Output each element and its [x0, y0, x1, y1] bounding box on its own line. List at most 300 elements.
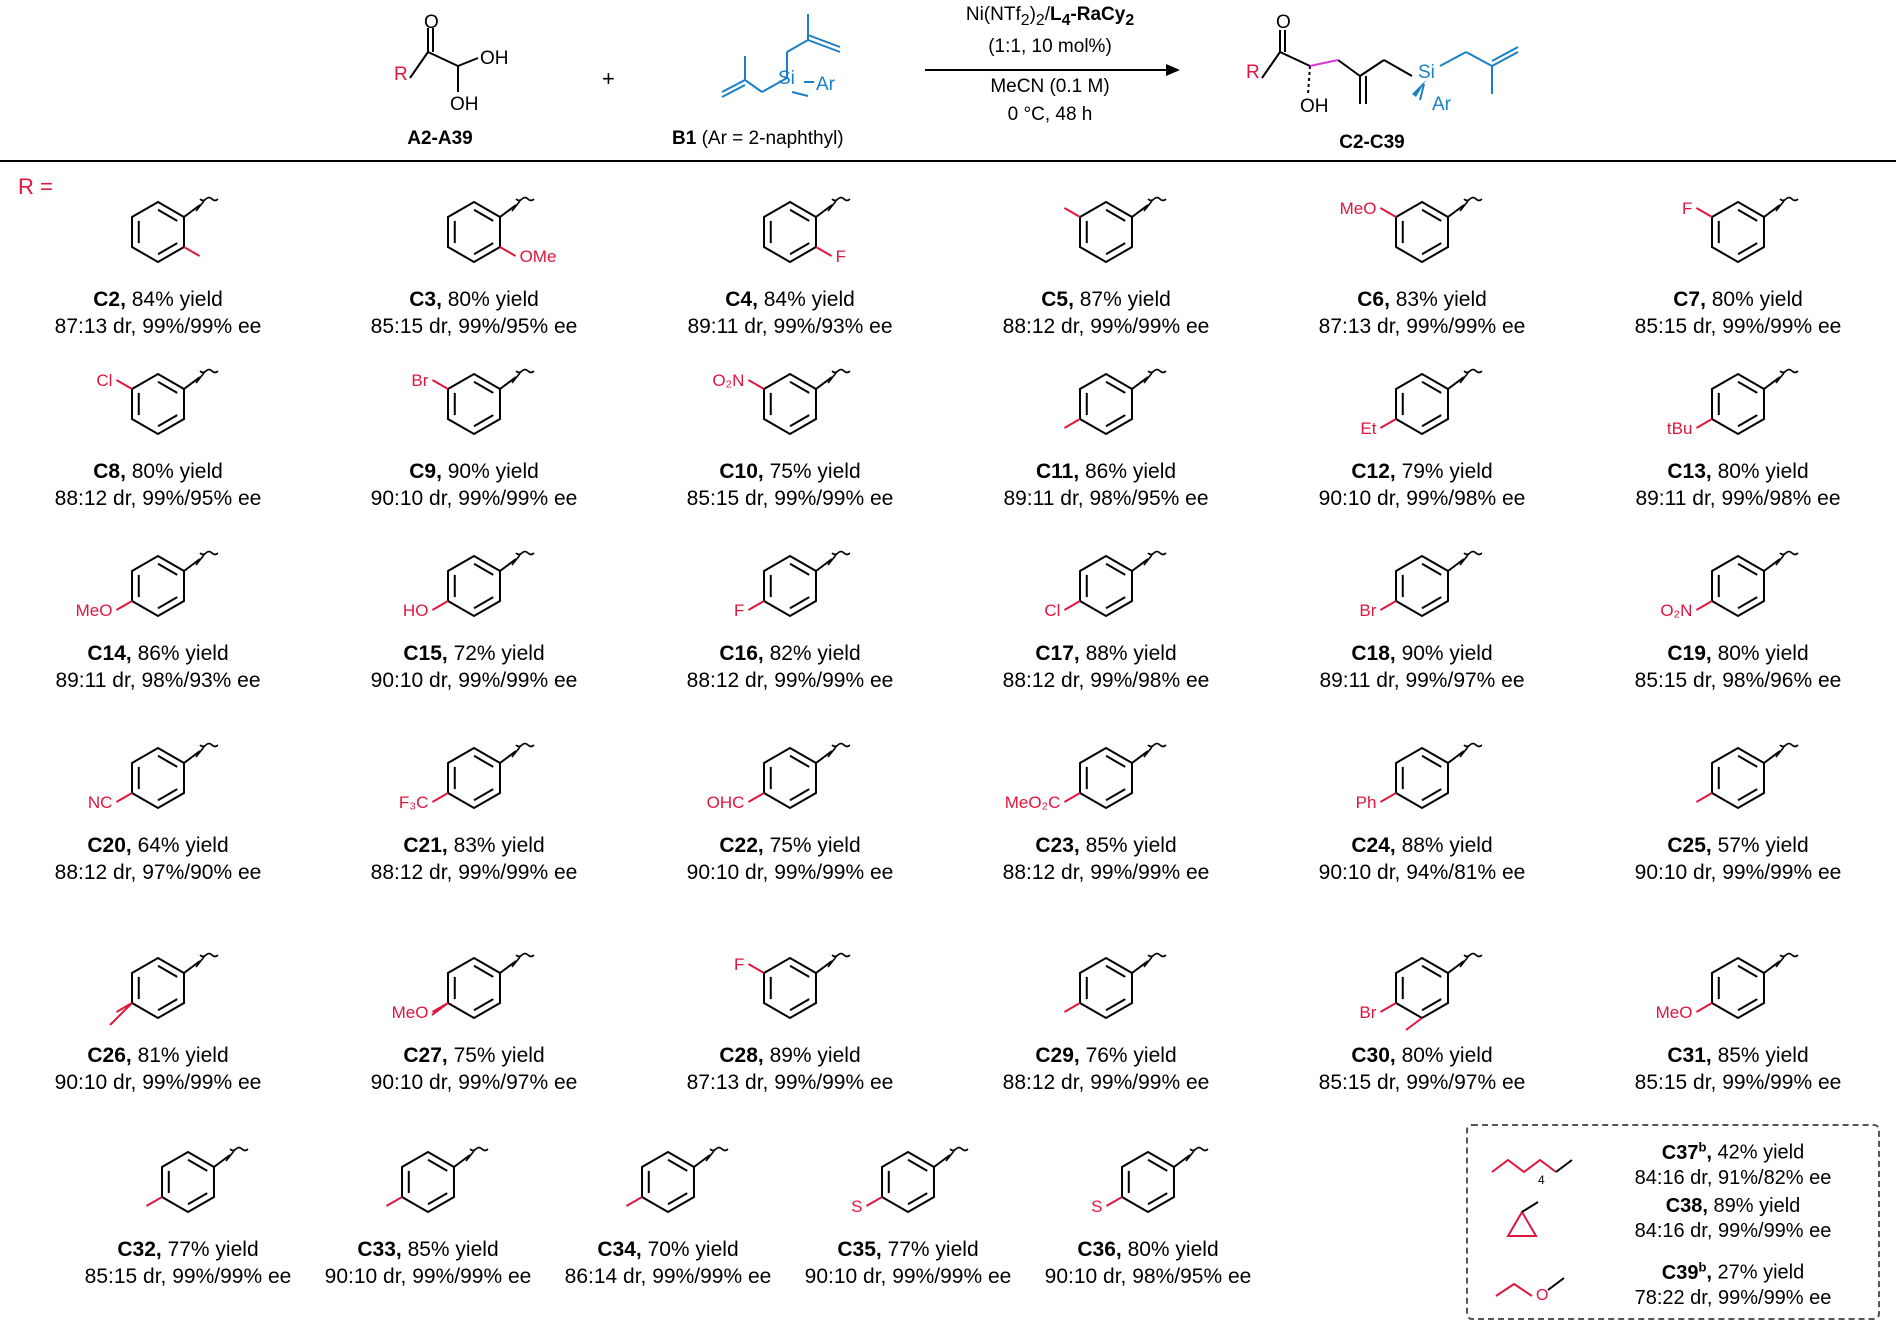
entry-id: C15: [403, 642, 442, 665]
substrate-structure: [1332, 720, 1512, 832]
substrate-entry-c17: [948, 528, 1264, 694]
entry-id: C18: [1351, 642, 1390, 665]
substrate-structure: [1648, 720, 1828, 832]
substrate-structure: [700, 930, 880, 1042]
reactant2-note: (Ar = 2-naphthyl): [701, 128, 844, 149]
entry-yield: 82% yield: [763, 642, 861, 665]
entry-dr-ee: 90:10 dr, 99%/99% ee: [686, 861, 894, 884]
substrate-entry-c12: [1264, 346, 1580, 512]
entry-id-comma: ,: [1073, 1044, 1080, 1067]
product-r-label: R: [1246, 62, 1260, 83]
entry-id-comma: ,: [1705, 834, 1712, 857]
svg-text:S: S: [851, 1197, 863, 1216]
substrate-structure: [384, 720, 564, 832]
entry-id: C3: [409, 288, 437, 311]
entry-id-comma: ,: [875, 1238, 882, 1261]
substrate-entry-c27: [316, 930, 632, 1096]
entry-id-comma: ,: [120, 460, 126, 483]
plus-sign: +: [602, 66, 615, 91]
entry-caption: [316, 832, 632, 886]
entry-id: C16: [719, 642, 758, 665]
entry-yield-line: [632, 640, 948, 667]
entry-id: C2: [93, 288, 121, 311]
entry-yield: 88% yield: [1079, 642, 1177, 665]
entry-yield-line: [1264, 1042, 1580, 1069]
entry-id: C4: [725, 288, 753, 311]
entry-id: C7: [1673, 288, 1701, 311]
substrate-entry-c9: [316, 346, 632, 512]
substrate-structure: [700, 174, 880, 286]
substrate-entry-c22: [632, 720, 948, 886]
entry-id-comma: ,: [1702, 1195, 1708, 1217]
substrate-entry-c4: [632, 174, 948, 340]
entry-caption: [0, 1042, 316, 1096]
entry-yield: 80% yield: [1711, 460, 1809, 483]
entry-yield: 75% yield: [447, 1044, 545, 1067]
substrate-entry-c25: [1580, 720, 1896, 886]
substrate-entry-c7: [1580, 174, 1896, 340]
substrate-structure: [1332, 346, 1512, 458]
svg-text:HO: HO: [402, 601, 429, 620]
entry-yield-line: [948, 286, 1264, 313]
entry-id: C26: [87, 1044, 126, 1067]
svg-text:F: F: [835, 247, 846, 266]
substrate-structure: [384, 174, 564, 286]
svg-text:Br: Br: [1359, 1003, 1377, 1022]
substrate-entry-c36: [990, 1124, 1306, 1290]
entry-yield-line: [316, 640, 632, 667]
entry-caption: [1580, 832, 1896, 886]
entry-yield: 81% yield: [131, 1044, 229, 1067]
entry-yield-line: [1598, 1194, 1868, 1219]
reactant1-r-label: R: [394, 64, 408, 85]
entry-yield-line: [948, 832, 1264, 859]
entry-id-comma: ,: [120, 288, 126, 311]
entry-id: C10: [719, 460, 758, 483]
entry-yield: 85% yield: [1079, 834, 1177, 857]
reactant2-id: B1: [672, 128, 697, 149]
substrate-structure: [1332, 528, 1512, 640]
svg-text:Br: Br: [1359, 601, 1377, 620]
entry-id-comma: ,: [125, 834, 132, 857]
entry-dr-ee: 90:10 dr, 94%/81% ee: [1318, 861, 1526, 884]
entry-yield-line: [0, 458, 316, 485]
entry-dr-ee: 90:10 dr, 99%/98% ee: [1318, 487, 1526, 510]
entry-yield: 84% yield: [125, 288, 223, 311]
entry-caption: [632, 832, 948, 886]
entry-id-comma: ,: [441, 642, 448, 665]
svg-text:Br: Br: [411, 371, 429, 390]
entry-caption: [1264, 832, 1580, 886]
substrate-structure: [68, 720, 248, 832]
entry-yield-line: [1598, 1254, 1868, 1286]
entry-id: C20: [87, 834, 126, 857]
substrate-entry-c14: [0, 528, 316, 694]
substrate-entry-c8: [0, 346, 316, 512]
entry-id-comma: ,: [1073, 642, 1080, 665]
entry-dr-ee: 88:12 dr, 99%/99% ee: [1002, 315, 1210, 338]
substrate-structure: [1016, 346, 1196, 458]
entry-yield: 89% yield: [1707, 1195, 1801, 1217]
entry-footnote: b: [1698, 1139, 1707, 1154]
substrate-structure: [1016, 930, 1196, 1042]
entry-id: C17: [1035, 642, 1074, 665]
entry-caption: [948, 640, 1264, 694]
product-o-label: O: [1276, 12, 1291, 33]
entry-yield-line: [1264, 286, 1580, 313]
entry-id: C38: [1665, 1195, 1703, 1217]
entry-caption: [1580, 458, 1896, 512]
entry-id-comma: ,: [441, 1044, 448, 1067]
svg-text:Et: Et: [1360, 419, 1377, 438]
entry-id: C34: [597, 1238, 636, 1261]
entry-id: C31: [1667, 1044, 1706, 1067]
entry-dr-ee: 89:11 dr, 99%/93% ee: [687, 315, 893, 338]
substrate-structure: [1648, 346, 1828, 458]
svg-text:O₂N: O₂N: [712, 371, 745, 390]
substrate-structure: [1058, 1124, 1238, 1236]
entry-caption: [632, 286, 948, 340]
svg-text:OHC: OHC: [706, 793, 745, 812]
entry-id-comma: ,: [1389, 834, 1396, 857]
substrate-structure: [384, 528, 564, 640]
entry-dr-ee: 85:15 dr, 99%/99% ee: [84, 1265, 292, 1288]
entry-id: C5: [1041, 288, 1069, 311]
entry-yield: 57% yield: [1711, 834, 1809, 857]
entry-yield: 80% yield: [1705, 288, 1803, 311]
entry-id-comma: ,: [635, 1238, 642, 1261]
entry-yield-line: [1264, 458, 1580, 485]
svg-text:MeO₂C: MeO₂C: [1004, 793, 1061, 812]
entry-dr-ee: 87:13 dr, 99%/99% ee: [1318, 315, 1526, 338]
substrate-structure: [818, 1124, 998, 1236]
entry-caption: [1580, 286, 1896, 340]
entry-yield-line: [1580, 458, 1896, 485]
substrate-entry-c24: [1264, 720, 1580, 886]
entry-id: C23: [1035, 834, 1074, 857]
svg-text:MeO: MeO: [1655, 1003, 1693, 1022]
entry-yield-line: [1264, 640, 1580, 667]
entry-dr-ee: 90:10 dr, 99%/99% ee: [54, 1071, 262, 1094]
substrate-structure: [1016, 174, 1196, 286]
reactant1-o-label: O: [424, 12, 439, 33]
entry-id-comma: ,: [436, 288, 442, 311]
entry-id: C36: [1077, 1238, 1116, 1261]
entry-caption: [316, 286, 632, 340]
substrate-entry-c26: [0, 930, 316, 1096]
entry-id-comma: ,: [1705, 642, 1712, 665]
entry-dr-ee: 85:15 dr, 98%/96% ee: [1634, 669, 1842, 692]
substrate-structure: [1486, 1136, 1586, 1188]
conditions-catalyst: $Ni(NTf_2)_2/L_4-RaCy_2$: [965, 4, 1135, 29]
entry-id: C9: [409, 460, 437, 483]
entry-id-comma: ,: [757, 834, 764, 857]
svg-text:OMe: OMe: [519, 247, 557, 266]
substrate-entry-c28: [632, 930, 948, 1096]
entry-dr-ee: 90:10 dr, 99%/99% ee: [804, 1265, 1012, 1288]
entry-yield: 64% yield: [131, 834, 229, 857]
svg-text:Cl: Cl: [1044, 601, 1061, 620]
substrate-structure: [1004, 720, 1196, 832]
substrate-structure: [68, 174, 248, 286]
svg-text:MeO: MeO: [391, 1003, 429, 1022]
entry-caption: [1598, 1254, 1868, 1311]
substrate-structure: [1648, 528, 1828, 640]
svg-text:O: O: [1536, 1287, 1549, 1304]
substrate-entry-c38: [1468, 1194, 1878, 1252]
entry-dr-ee: 90:10 dr, 99%/97% ee: [370, 1071, 578, 1094]
entry-yield-line: [1580, 640, 1896, 667]
substrate-entry-c29: [948, 930, 1264, 1096]
conditions-ratio: (1:1, 10 mol%): [988, 36, 1112, 57]
entry-yield: 76% yield: [1079, 1044, 1177, 1067]
product-oh-label: OH: [1300, 96, 1329, 117]
entry-yield-line: [948, 458, 1264, 485]
substrate-structure: [68, 930, 248, 1042]
substrate-entry-c30: [1264, 930, 1580, 1096]
entry-id-comma: ,: [1389, 460, 1396, 483]
entry-dr-ee: 88:12 dr, 99%/98% ee: [1002, 669, 1210, 692]
entry-yield-line: [1580, 286, 1896, 313]
entry-id: C19: [1667, 642, 1706, 665]
svg-text:NC: NC: [87, 793, 113, 812]
entry-yield: 80% yield: [1121, 1238, 1219, 1261]
entry-id: C21: [403, 834, 442, 857]
svg-text:Cl: Cl: [96, 371, 113, 390]
conditions-temp-time: 0 °C, 48 h: [1007, 104, 1093, 125]
entry-yield: 79% yield: [1395, 460, 1493, 483]
entry-caption: [0, 640, 316, 694]
entry-id: C37$^b$: [1661, 1139, 1707, 1164]
entry-caption: [990, 1236, 1306, 1290]
entry-dr-ee: 88:12 dr, 99%/95% ee: [54, 487, 262, 510]
svg-text:tBu: tBu: [1666, 419, 1693, 438]
entry-yield: 87% yield: [1073, 288, 1171, 311]
substrate-entry-c3: [316, 174, 632, 340]
entry-id-comma: ,: [1389, 1044, 1396, 1067]
entry-id: C14: [87, 642, 126, 665]
entry-dr-ee: 89:11 dr, 98%/95% ee: [1003, 487, 1209, 510]
svg-text:MeO: MeO: [1339, 199, 1377, 218]
entry-yield-line: [0, 286, 316, 313]
svg-text:F: F: [734, 955, 745, 974]
substrate-entry-c5: [948, 174, 1264, 340]
entry-yield-line: [948, 1042, 1264, 1069]
entry-dr-ee: 85:15 dr, 99%/95% ee: [370, 315, 578, 338]
entry-yield: 77% yield: [161, 1238, 259, 1261]
entry-caption: [1598, 1194, 1868, 1244]
entry-caption: [1264, 458, 1580, 512]
entry-caption: [948, 458, 1264, 512]
entry-caption: [316, 640, 632, 694]
entry-id-comma: ,: [155, 1238, 162, 1261]
entry-dr-ee: 85:15 dr, 99%/99% ee: [686, 487, 894, 510]
entry-dr-ee: 85:15 dr, 99%/97% ee: [1318, 1071, 1526, 1094]
product-ar-label: Ar: [1432, 94, 1451, 115]
substrate-structure: [338, 1124, 518, 1236]
entry-yield-line: [1580, 1042, 1896, 1069]
entry-id: C28: [719, 1044, 758, 1067]
reactant1-oh-label-2: OH: [450, 94, 479, 115]
entry-caption: [1580, 640, 1896, 694]
entry-id-comma: ,: [1384, 288, 1390, 311]
entry-yield-line: [632, 458, 948, 485]
entry-yield: 27% yield: [1711, 1261, 1805, 1284]
substrate-structure: [384, 930, 564, 1042]
entry-yield-line: [948, 640, 1264, 667]
entry-yield: 70% yield: [641, 1238, 739, 1261]
product-si-label: Si: [1418, 62, 1435, 83]
entry-yield: 90% yield: [1395, 642, 1493, 665]
entry-id: C25: [1667, 834, 1706, 857]
entry-yield-line: [316, 1042, 632, 1069]
entry-dr-ee: 90:10 dr, 98%/95% ee: [1044, 1265, 1252, 1288]
substrate-structure: [1016, 528, 1196, 640]
entry-yield-line: [990, 1236, 1306, 1263]
substrate-structure: [700, 346, 880, 458]
entry-yield: 88% yield: [1395, 834, 1493, 857]
entry-caption: [1264, 640, 1580, 694]
entry-footnote: b: [1698, 1259, 1707, 1274]
entry-yield: 72% yield: [447, 642, 545, 665]
entry-dr-ee: 89:11 dr, 98%/93% ee: [55, 669, 261, 692]
entry-yield: 75% yield: [763, 834, 861, 857]
entry-yield: 80% yield: [1395, 1044, 1493, 1067]
entry-yield: 89% yield: [763, 1044, 861, 1067]
entry-yield: 83% yield: [447, 834, 545, 857]
entry-dr-ee: 88:12 dr, 99%/99% ee: [370, 861, 578, 884]
reactant2-ar-label: Ar: [816, 74, 835, 95]
entry-yield-line: [316, 832, 632, 859]
entry-yield: 86% yield: [1079, 460, 1177, 483]
entry-yield: 77% yield: [881, 1238, 979, 1261]
entry-dr-ee: 88:12 dr, 97%/90% ee: [54, 861, 262, 884]
reactant1-oh-label: OH: [480, 48, 509, 69]
entry-yield: 42% yield: [1711, 1141, 1805, 1164]
entry-id-comma: ,: [1700, 288, 1706, 311]
substrate-structure: [68, 528, 248, 640]
entry-id: C6: [1357, 288, 1385, 311]
entry-caption: [948, 286, 1264, 340]
substrate-entry-c16: [632, 528, 948, 694]
entry-id: C33: [357, 1238, 396, 1261]
svg-text:O₂N: O₂N: [1660, 601, 1693, 620]
reactant2-caption: [672, 128, 844, 150]
entry-yield-line: [316, 286, 632, 313]
entry-id-comma: ,: [757, 460, 764, 483]
entry-yield-line: [0, 832, 316, 859]
entry-id-comma: ,: [1115, 1238, 1122, 1261]
entry-dr-ee: 88:12 dr, 99%/99% ee: [686, 669, 894, 692]
substrate-structure: [1332, 174, 1512, 286]
entry-yield: 83% yield: [1389, 288, 1487, 311]
substrate-structure: [1486, 1256, 1586, 1308]
entry-dr-ee: 89:11 dr, 99%/97% ee: [1319, 669, 1525, 692]
substrate-structure: [700, 720, 880, 832]
substrate-entry-c37: [1468, 1134, 1878, 1192]
substrate-entry-c21: [316, 720, 632, 886]
entry-caption: [948, 832, 1264, 886]
conditions-solvent: MeCN (0.1 M): [990, 76, 1110, 97]
entry-dr-ee: 87:13 dr, 99%/99% ee: [686, 1071, 894, 1094]
r-equals-label: R =: [18, 174, 53, 199]
entry-id-comma: ,: [757, 642, 764, 665]
entry-id: C35: [837, 1238, 876, 1261]
entry-dr-ee: 90:10 dr, 99%/99% ee: [370, 669, 578, 692]
entry-yield-line: [0, 640, 316, 667]
entry-id: C27: [403, 1044, 442, 1067]
entry-id-comma: ,: [125, 1044, 132, 1067]
entry-yield-line: [316, 458, 632, 485]
entry-yield: 84% yield: [757, 288, 855, 311]
entry-id: C39$^b$: [1661, 1259, 1707, 1284]
substrate-structure: [1648, 930, 1828, 1042]
entry-caption: [316, 458, 632, 512]
entry-dr-ee: 87:13 dr, 99%/99% ee: [54, 315, 262, 338]
entry-yield: 86% yield: [131, 642, 229, 665]
svg-text:Ph: Ph: [1355, 793, 1377, 812]
entry-id-comma: ,: [1705, 460, 1712, 483]
entry-id-comma: ,: [1073, 834, 1080, 857]
entry-id-comma: ,: [395, 1238, 402, 1261]
entry-yield: 85% yield: [401, 1238, 499, 1261]
entry-id-comma: ,: [752, 288, 758, 311]
entry-id: C22: [719, 834, 758, 857]
svg-text:MeO: MeO: [75, 601, 113, 620]
entry-yield-line: [632, 832, 948, 859]
entry-dr-ee: 90:10 dr, 99%/99% ee: [324, 1265, 532, 1288]
svg-text:F: F: [1682, 199, 1693, 218]
svg-text:4: 4: [1538, 1173, 1545, 1187]
substrate-structure: [578, 1124, 758, 1236]
substrate-structure: [1486, 1196, 1586, 1248]
entry-yield-line: [1264, 832, 1580, 859]
entry-dr-ee: 86:14 dr, 99%/99% ee: [564, 1265, 772, 1288]
substrate-entry-c19: [1580, 528, 1896, 694]
entry-id-comma: ,: [1073, 460, 1080, 483]
entry-caption: [1264, 1042, 1580, 1096]
substrate-entry-c10: [632, 346, 948, 512]
entry-id: C29: [1035, 1044, 1074, 1067]
entry-id: C8: [93, 460, 121, 483]
entry-yield-line: [0, 1042, 316, 1069]
entry-id: C13: [1667, 460, 1706, 483]
entry-id: C24: [1351, 834, 1390, 857]
entry-id: C12: [1351, 460, 1390, 483]
entry-id-comma: ,: [1706, 1261, 1712, 1284]
entry-yield-line: [1580, 832, 1896, 859]
entry-dr-ee: 84:16 dr, 99%/99% ee: [1634, 1220, 1832, 1242]
substrate-entry-c39: [1468, 1254, 1878, 1312]
substrate-structure: [384, 346, 564, 458]
entry-id-comma: ,: [441, 834, 448, 857]
entry-id-comma: ,: [757, 1044, 764, 1067]
substrate-entry-c20: [0, 720, 316, 886]
svg-text:F₃C: F₃C: [398, 793, 429, 812]
entry-caption: [632, 640, 948, 694]
entry-yield: 80% yield: [441, 288, 539, 311]
entry-id-comma: ,: [1706, 1141, 1712, 1164]
substrate-structure: [68, 346, 248, 458]
substrate-structure: [700, 528, 880, 640]
entry-yield: 75% yield: [763, 460, 861, 483]
entry-caption: [316, 1042, 632, 1096]
entry-caption: [1580, 1042, 1896, 1096]
entry-id-comma: ,: [436, 460, 442, 483]
substrate-entry-c15: [316, 528, 632, 694]
entry-dr-ee: 84:16 dr, 91%/82% ee: [1634, 1166, 1832, 1189]
entry-id-comma: ,: [1389, 642, 1396, 665]
